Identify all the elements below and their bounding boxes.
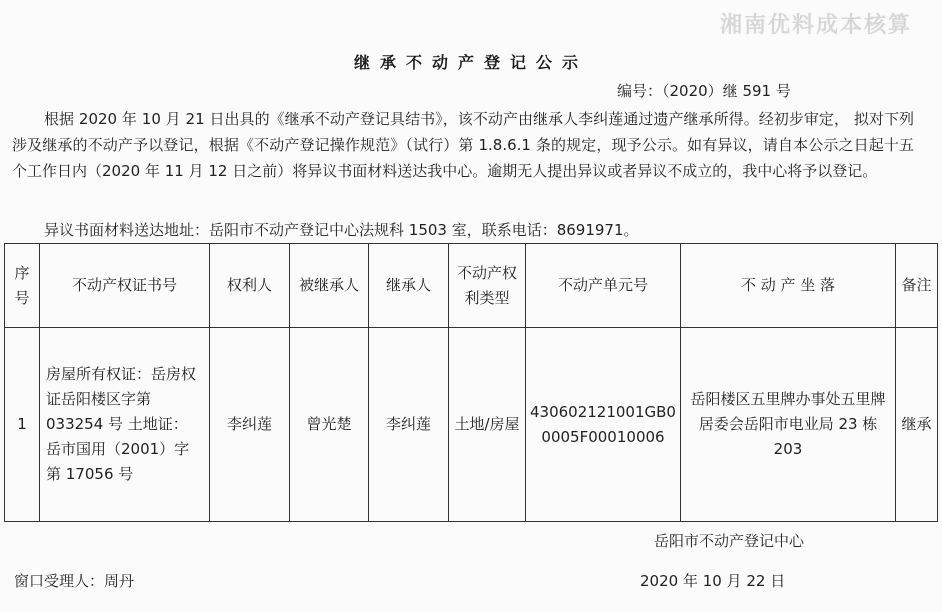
cell-cert-no [40,328,210,522]
objection-address: 异议书面材料送达地址：岳阳市不动产登记中心法规科 1503 室，联系电话：8691971。 [44,221,639,239]
cell-unit-no [526,328,681,522]
header-deceased: 被继承人 [290,244,369,328]
cell-remarks: 继承 [896,328,938,522]
table-row [5,328,938,522]
header-remarks: 备注 [896,244,938,328]
header-seq: 序号 [5,244,40,328]
cell-right-type: 土地/房屋 [449,328,526,522]
table-header-row [5,244,938,328]
cell-deceased: 曾光楚 [290,328,369,522]
header-heir: 继承人 [369,244,449,328]
header-right-type: 不动产权利类型 [449,244,526,328]
header-location: 不 动 产 坐 落 [681,244,896,328]
document-title: 继承不动产登记公示 [353,53,588,72]
window-handler: 窗口受理人：周丹 [14,572,135,590]
cell-location: 岳阳楼区五里牌办事处五里牌居委会岳阳市电业局 23 栋 203 [681,328,896,522]
body-paragraph: 根据 2020 年 10 月 21 日出具的《继承不动产登记具结书》，该不动产由继承人李纠莲通过遗产继承所得。经初步审定， 拟对下列涉及继承的不动产予以登记，根据《不动产登记操作规范》（试行）第 1.8.6.1 条的规定，现予公示。如有异议，请自本公示之日起十五个工作日内（2020 年 11 月 12 日之前）将异议书面材料送达我中心。逾期无人提出异议或者异议不成立的，我中心将予以登记。 [12,110,914,180]
document-number: 编号：（2020）继 591 号 [617,82,791,100]
unit-no-text: 430602121001GB00005F00010006 [530,402,676,446]
cell-seq: 1 [5,328,40,522]
header-obligee: 权利人 [210,244,290,328]
cell-heir: 李纠莲 [369,328,449,522]
issuing-authority: 岳阳市不动产登记中心 [654,532,805,550]
cell-obligee: 李纠莲 [210,328,290,522]
header-unit-no: 不动产单元号 [526,244,681,328]
header-cert-no: 不动产权证书号 [40,244,210,328]
bleed-through-heading: 湘南优料成本核算 [719,13,912,38]
cert-no-text: 房屋所有权证：岳房权证岳阳楼区字第 033254 号 土地证： 岳市国用（2001）字第 17056 号 [46,365,197,483]
property-table [4,243,938,522]
issue-date: 2020 年 10 月 22 日 [640,572,786,590]
